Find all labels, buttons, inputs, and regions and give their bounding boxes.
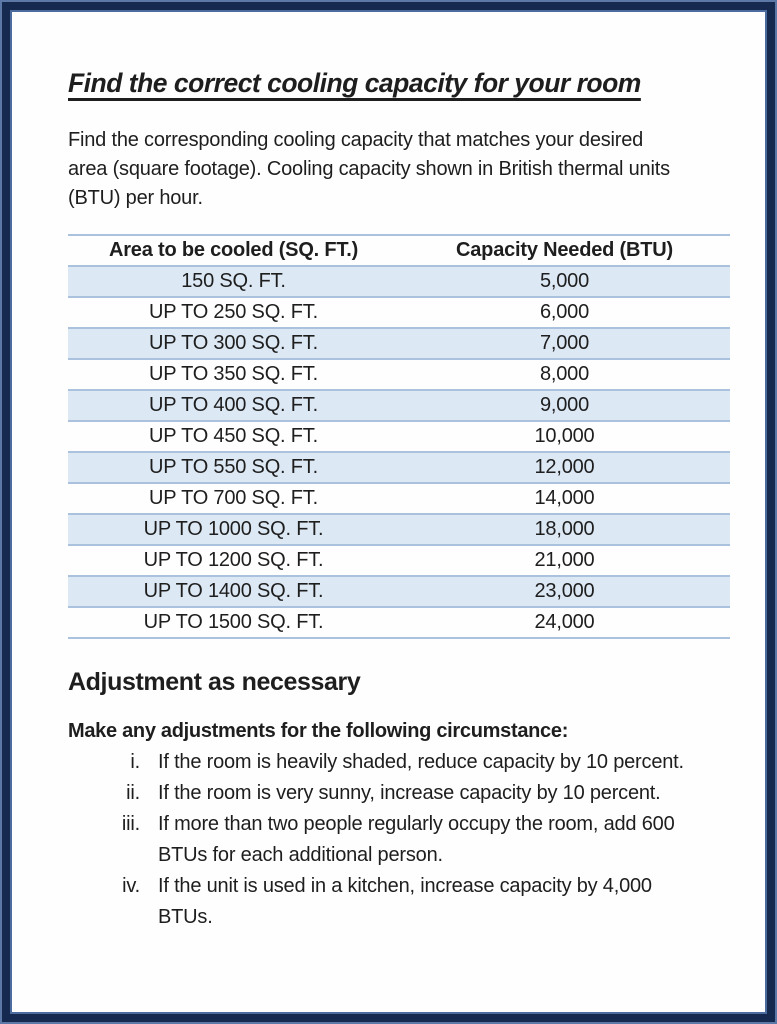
capacity-cell: 8,000: [539, 363, 590, 385]
item-numeral: iii.: [121, 813, 140, 835]
item-numeral: ii.: [126, 782, 140, 804]
table-row: [68, 607, 730, 638]
adjustment-item: [68, 747, 711, 778]
area-cell: UP TO 1500 SQ. FT.: [143, 611, 324, 633]
area-cell: 150 SQ. FT.: [181, 270, 286, 292]
area-cell: UP TO 1000 SQ. FT.: [143, 518, 324, 540]
item-text: If the room is heavily shaded, reduce capacity by 10 percent.: [158, 751, 684, 773]
adjustment-item: [68, 871, 711, 933]
item-text: If more than two people regularly occupy the room, add 600 BTUs for each additional person.: [158, 813, 675, 866]
col-header-capacity: Capacity Needed (BTU): [399, 235, 730, 266]
table-row: [68, 266, 730, 297]
area-cell: UP TO 250 SQ. FT.: [149, 301, 318, 323]
area-cell: UP TO 1200 SQ. FT.: [143, 549, 324, 571]
table-row: [68, 328, 730, 359]
capacity-cell: 9,000: [539, 394, 590, 416]
capacity-cell: 14,000: [534, 487, 595, 509]
adjustments-heading: Adjustment as necessary: [68, 668, 361, 696]
table-header-row: [68, 235, 730, 266]
area-cell: UP TO 550 SQ. FT.: [149, 456, 318, 478]
adjustment-item: [68, 778, 711, 809]
page-title: Find the correct cooling capacity for your room: [68, 68, 641, 98]
adjustment-item: [68, 809, 711, 871]
table-row: [68, 514, 730, 545]
area-cell: UP TO 300 SQ. FT.: [149, 332, 318, 354]
capacity-cell: 21,000: [534, 549, 595, 571]
table-row: [68, 421, 730, 452]
item-text: If the room is very sunny, increase capacity by 10 percent.: [158, 782, 661, 804]
capacity-cell: 18,000: [534, 518, 595, 540]
table-row: [68, 483, 730, 514]
adjustments-lead: Make any adjustments for the following circumstance:: [68, 720, 569, 742]
capacity-cell: 10,000: [534, 425, 595, 447]
capacity-cell: 6,000: [539, 301, 590, 323]
intro-paragraph: Find the corresponding cooling capacity that matches your desired area (square footage). Cooling capacity shown in British thermal units (BTU) per hour.: [68, 129, 670, 209]
table-row: [68, 452, 730, 483]
document-page: [12, 12, 765, 1012]
cooling-capacity-table: [68, 234, 730, 639]
area-cell: UP TO 350 SQ. FT.: [149, 363, 318, 385]
table-row: [68, 576, 730, 607]
capacity-cell: 24,000: [534, 611, 595, 633]
page-frame-inner: [10, 10, 767, 1014]
adjustment-list: [68, 747, 711, 933]
table-row: [68, 545, 730, 576]
col-header-area: Area to be cooled (SQ. FT.): [68, 235, 399, 266]
area-cell: UP TO 450 SQ. FT.: [149, 425, 318, 447]
area-cell: UP TO 700 SQ. FT.: [149, 487, 318, 509]
table-row: [68, 297, 730, 328]
table-row: [68, 359, 730, 390]
capacity-cell: 12,000: [534, 456, 595, 478]
area-cell: UP TO 400 SQ. FT.: [149, 394, 318, 416]
area-cell: UP TO 1400 SQ. FT.: [143, 580, 324, 602]
page-frame: [2, 2, 775, 1022]
capacity-cell: 7,000: [539, 332, 590, 354]
capacity-cell: 5,000: [539, 270, 590, 292]
item-text: If the unit is used in a kitchen, increase capacity by 4,000 BTUs.: [158, 875, 652, 928]
item-numeral: iv.: [122, 875, 140, 897]
item-numeral: i.: [130, 751, 140, 773]
capacity-cell: 23,000: [534, 580, 595, 602]
table-row: [68, 390, 730, 421]
